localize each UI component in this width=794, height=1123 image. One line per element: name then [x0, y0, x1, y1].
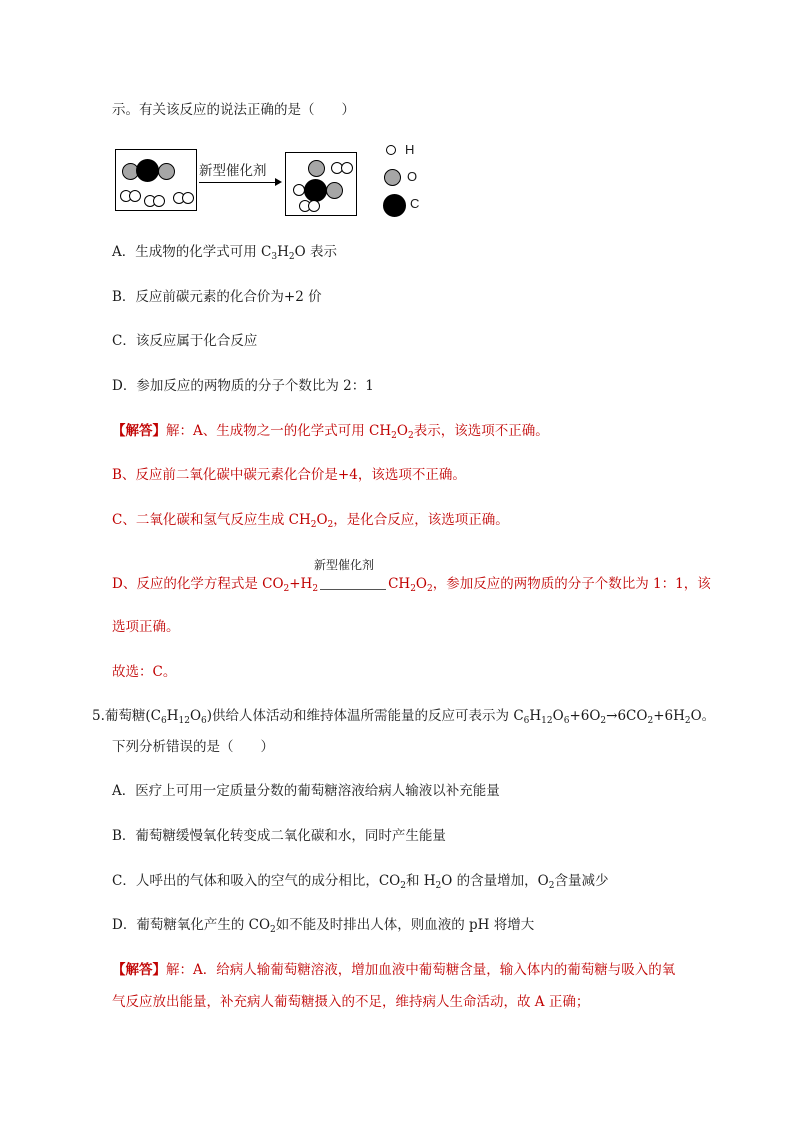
- product-box: [285, 152, 357, 216]
- q4-answer-line-5: 选项正确。: [112, 619, 180, 635]
- hydrogen-atom-icon: [182, 192, 194, 204]
- q5-answer-line-1: 【解答】解：A．给病人输葡萄糖溶液，增加血液中葡萄糖含量，输入体内的葡萄糖与吸入的氧: [112, 962, 676, 978]
- hydrogen-atom-icon: [308, 200, 320, 212]
- q5-option-c: C．人呼出的气体和吸入的空气的成分相比，$CO_2$和 $H_2O$ 的含量增加，$O_2$含量减少: [112, 873, 609, 891]
- answer-label: 【解答】: [112, 423, 166, 439]
- reaction-arrow: [199, 182, 275, 183]
- q4-answer-line-6: 故选：C。: [112, 664, 177, 680]
- q5-option-b: B．葡萄糖缓慢氧化转变成二氧化碳和水，同时产生能量: [112, 828, 446, 844]
- legend-hydrogen-icon: [386, 145, 396, 155]
- hydrogen-atom-icon: [341, 162, 353, 174]
- q5-option-a: A．医疗上可用一定质量分数的葡萄糖溶液给病人输液以补充能量: [112, 783, 500, 799]
- hydrogen-atom-icon: [129, 190, 141, 202]
- q4-answer-line-4: D、反应的化学方程式是 $CO_2+H_2$ $CH_2O_2$，参加反应的两物质的分子个数比为 1：1，该: [112, 576, 711, 594]
- q5-stem-line-2: 下列分析错误的是（ ）: [112, 739, 274, 755]
- legend-h-label: H: [405, 142, 415, 157]
- q4-option-a: A．生成物的化学式可用 $C_3H_2O$ 表示: [112, 244, 337, 262]
- q5-option-d: D．葡萄糖氧化产生的 $CO_2$如不能及时排出人体，则血液的 pH 将增大: [112, 917, 535, 935]
- oxygen-atom-icon: [308, 160, 325, 177]
- answer-label: 【解答】: [112, 962, 166, 978]
- carbon-atom-icon: [136, 159, 159, 182]
- q4-stem-tail: 示。有关该反应的说法正确的是（ ）: [112, 102, 355, 118]
- legend-o-label: O: [407, 169, 418, 184]
- hydrogen-atom-icon: [153, 195, 165, 207]
- legend-carbon-icon: [383, 194, 406, 217]
- legend-oxygen-icon: [384, 169, 401, 186]
- q4-answer-line-1: 【解答】解：A、生成物之一的化学式可用 $CH_2O_2$表示，该选项不正确。: [112, 423, 549, 441]
- q5-stem-line-1: 5.葡萄糖$(C_6H_{12}O_6)$供给人体活动和维持体温所需能量的反应可表示为 $C_6H_{12}O_6+6O_2\to 6CO_2+6H_2O$。: [92, 708, 716, 726]
- carbon-atom-icon: [304, 179, 327, 202]
- equation-bar: [320, 579, 386, 590]
- catalyst-label: 新型催化剂: [199, 163, 267, 179]
- arrow-head-icon: [275, 178, 282, 186]
- q4-answer-line-2: B、反应前二氧化碳中碳元素化合价是+4，该选项不正确。: [112, 467, 466, 483]
- q5-answer-line-2: 气反应放出能量，补充病人葡萄糖摄入的不足，维持病人生命活动，故 A 正确；: [112, 994, 590, 1010]
- oxygen-atom-icon: [326, 182, 343, 199]
- oxygen-atom-icon: [158, 163, 175, 180]
- legend-c-label: C: [410, 196, 420, 211]
- q4-option-c: C．该反应属于化合反应: [112, 333, 258, 349]
- q4-answer-line-3: C、二氧化碳和氢气反应生成 $CH_2O_2$，是化合反应，该选项正确。: [112, 512, 509, 530]
- q4-option-d: D．参加反应的两物质的分子个数比为 2：1: [112, 378, 374, 394]
- equation-catalyst-label: 新型催化剂: [314, 558, 375, 572]
- q4-option-b: B．反应前碳元素的化合价为+2 价: [112, 289, 322, 305]
- reactant-box: [115, 149, 197, 211]
